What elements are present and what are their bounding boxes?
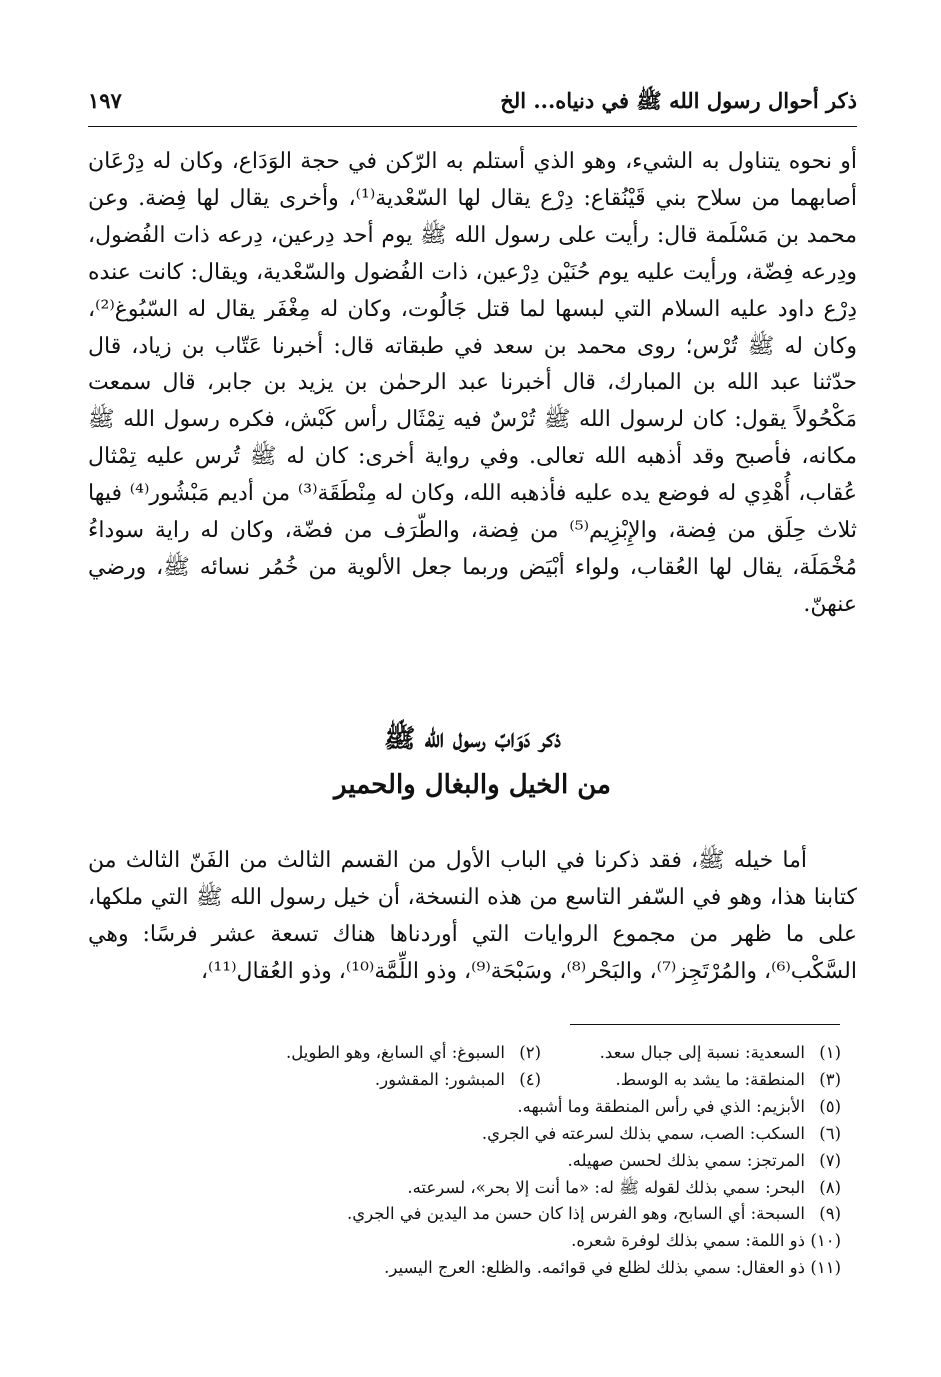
footnote-row bbox=[88, 1228, 841, 1255]
footnote-row bbox=[88, 1175, 841, 1202]
footnote-text: السبوغ: أي السابغ، وهو الطويل. bbox=[286, 1043, 505, 1062]
footnote-number: (٤) bbox=[519, 1069, 541, 1089]
footnote-text: المنطقة: ما يشد به الوسط. bbox=[615, 1069, 805, 1089]
footnote-text: السكب: الصب، سمي بذلك لسرعته في الجري. bbox=[481, 1123, 805, 1143]
footnote-text: ذو اللمة: سمي بذلك لوفرة شعره. bbox=[571, 1231, 805, 1251]
body-paragraph-1: أو نحوه يتناول به الشيء، وهو الذي أستلم به الرّكن في حجة الوَدَاع، وكان له دِرْعَان أصابهما من سلاح بني قَيْنُقاع: دِرْع يقال لها السّعْدية⁽¹⁾، وأخرى يقال لها فِضة. وعن محمد بن مَسْلَمة قال: رأيت على رسول الله ﷺ يوم أحد دِرعين، دِرعه ذات الفُضول، ودِرعه فِضّة، ورأيت عليه يوم حُنَيْن دِرْعين، ذات الفُضول والسّعْدية، ويقال: كانت عنده دِرْع داود عليه السلام التي لبسها لما قتل جَالُوت، وكان له مِغْفَر يقال له السّبُوغ⁽²⁾، وكان له ﷺ تُرْس؛ روى محمد بن سعد في طبقاته قال: أخبرنا عَتّاب بن زياد، قال حدّثنا عبد الله بن المبارك، قال أخبرنا عبد الرحمٰن بن يزيد بن جابر، قال سمعت مَكْحُولاً يقول: كان لرسول الله ﷺ تُرْسٌ فيه تِمْثَال رأس كَبْش، فكره رسول الله ﷺ مكانه، فأصبح وقد أذهبه الله تعالى. وفي رواية أخرى: كان له ﷺ تُرس عليه تِمْثال عُقاب، أُهْدِي له فوضع يده عليه فأذهبه الله، وكان له مِنْطَقَة⁽³⁾ من أديم مَبْشُور⁽⁴⁾ فيها ثلاث حِلَق من فِضة، والإِبْزِيم⁽⁵⁾ من فِضة، والطّرَف من فضّة، وكان له راية سوداءُ مُخْمَلَة، يقال لها العُقاب، ولواء أبْيَض وربما جعل الألوية من خُمُر نسائه ﷺ، ورضي عنهنّ. bbox=[88, 149, 857, 617]
footnote-number: (٩) bbox=[819, 1204, 841, 1224]
footnote-row bbox=[88, 1121, 841, 1148]
footnote-number: (٣) bbox=[819, 1069, 841, 1089]
footnote-row bbox=[88, 1148, 841, 1175]
body-paragraph-2: أما خيله ﷺ، فقد ذكرنا في الباب الأول من القسم الثالث من الفَنّ الثالث من كتابنا هذا، وهو في السّفر التاسع من هذه النسخة، أن خيل رسول الله ﷺ التي ملكها، على ما ظهر من مجموع الروايات التي أوردناها هناك تسعة عشر فرسًا: وهي السَّكْب⁽⁶⁾، والمُرْتَجِز⁽⁷⁾، والبَحْر⁽⁸⁾، وسَبْحَة⁽⁹⁾، وذو اللِّمَّة⁽¹⁰⁾، وذو العُقال⁽¹¹⁾، bbox=[88, 848, 857, 984]
page-number: ١٩٧ bbox=[88, 88, 122, 113]
footnote-number: (١١) bbox=[810, 1258, 841, 1278]
footnote-row bbox=[88, 1255, 841, 1282]
footnotes-list bbox=[88, 1040, 841, 1282]
footnote-text: المرتجز: سمي بذلك لحسن صهيله. bbox=[567, 1150, 805, 1170]
footnote-number: (٥) bbox=[819, 1096, 841, 1116]
footnote-text: الأبزيم: الذي في رأس المنطقة وما أشبهه. bbox=[517, 1096, 805, 1116]
footnote-text: البحر: سمي بذلك لقوله ﷺ له: «ما أنت إلا بحر»، لسرعته. bbox=[407, 1177, 805, 1197]
footnote-divider bbox=[570, 1024, 840, 1025]
footnote-text: السعدية: نسبة إلى جبال سعد. bbox=[599, 1043, 805, 1062]
footnote-number: (٧) bbox=[819, 1150, 841, 1170]
footnote-row bbox=[88, 1094, 841, 1121]
footnote-text: السبحة: أي السابح، وهو الفرس إذا كان حسن مد اليدين في الجري. bbox=[347, 1204, 805, 1224]
section-heading-line-2: من الخيل والبغال والحمير bbox=[334, 770, 611, 800]
footnote-item bbox=[286, 1040, 541, 1067]
footnote-row bbox=[88, 1040, 841, 1067]
footnote-item bbox=[541, 1040, 841, 1067]
footnote-number: (٨) bbox=[819, 1177, 841, 1197]
running-title: ذكر أحوال رسول الله ﷺ في دنياه... الخ bbox=[500, 88, 857, 113]
page-header bbox=[88, 86, 857, 127]
footnote-number: (١) bbox=[819, 1043, 841, 1062]
footnote-number: (٢) bbox=[519, 1043, 541, 1062]
footnote-row bbox=[88, 1067, 841, 1094]
section-heading-line-1: ذكر دَوَابّ رسول الله ﷺ bbox=[384, 724, 561, 754]
footnote-text: ذو العقال: سمي بذلك لظلع في قوائمه. والظلع: العرج اليسير. bbox=[384, 1258, 805, 1278]
footnote-number: (٦) bbox=[819, 1123, 841, 1143]
footnote-item bbox=[541, 1067, 841, 1094]
footnote-item bbox=[375, 1067, 541, 1094]
footnote-row bbox=[88, 1201, 841, 1228]
footnote-number: (١٠) bbox=[810, 1231, 841, 1251]
footnote-text: المبشور: المقشور. bbox=[374, 1069, 505, 1089]
